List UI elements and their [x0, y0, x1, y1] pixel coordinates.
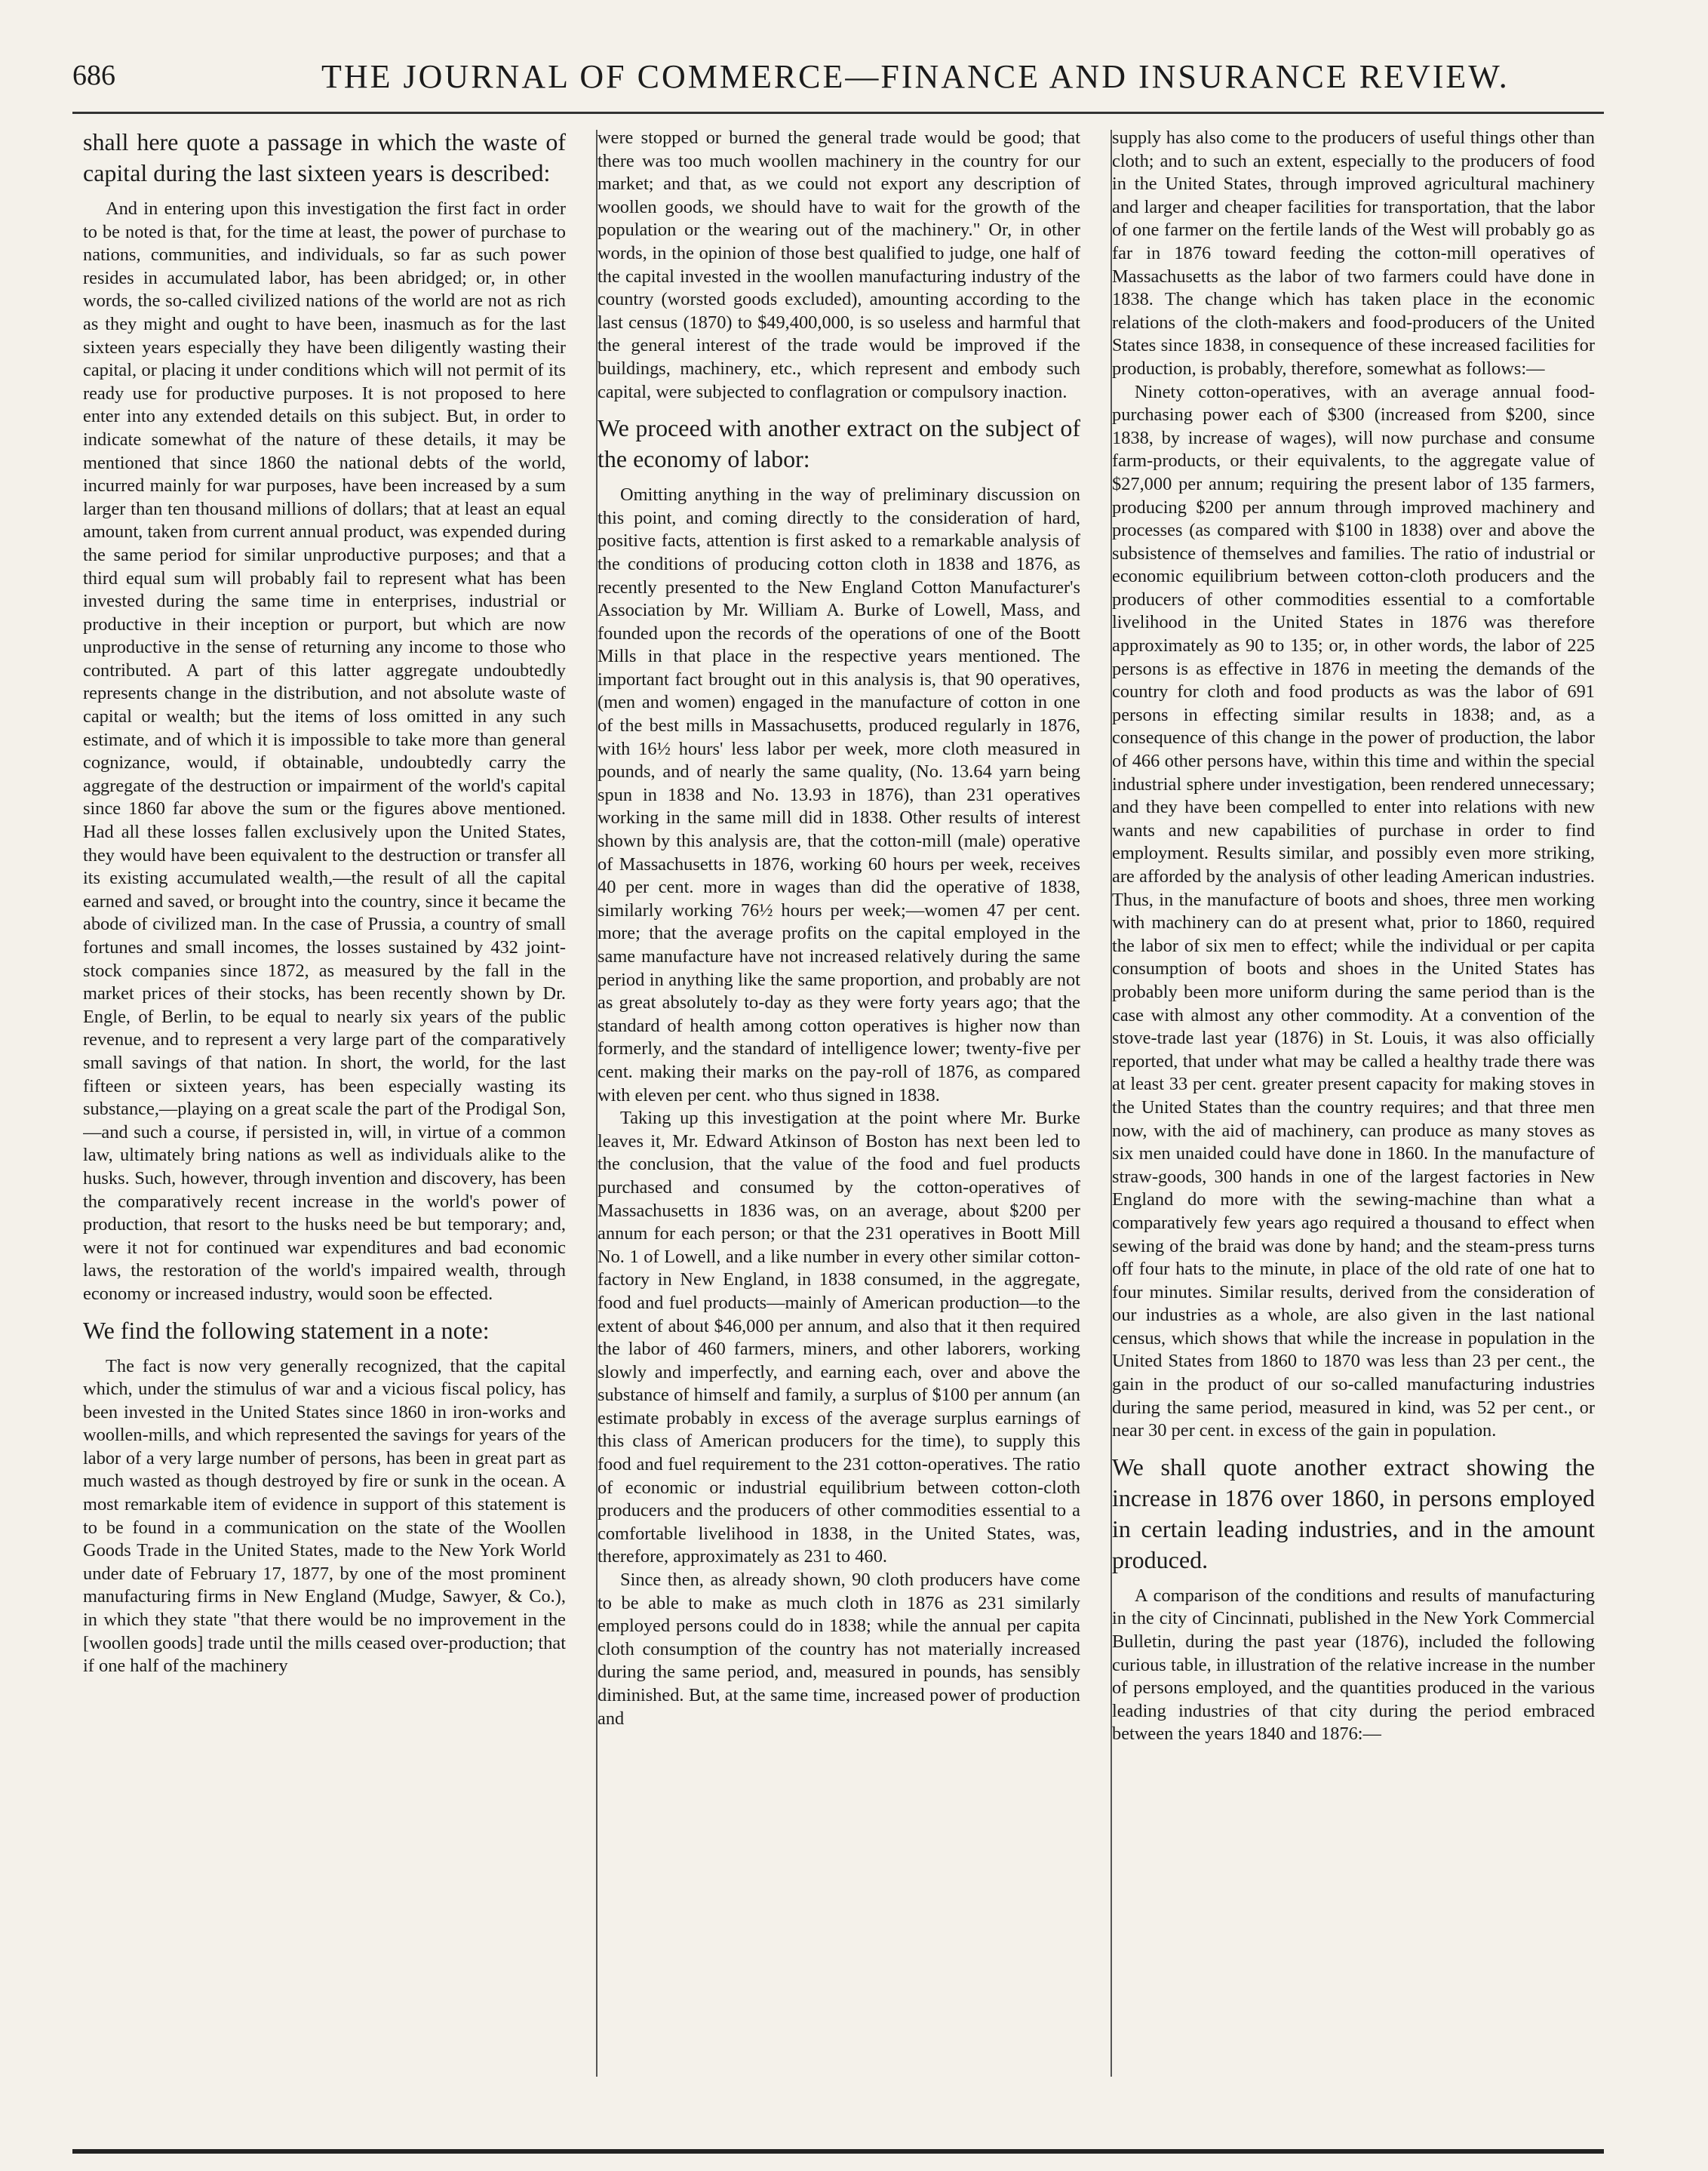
body-paragraph: Since then, as already shown, 90 cloth producers have come to be able to make as much cloth in 1876 as 231 similarly employed persons could do in 1838; while the annual per capita cloth consumption of the country has not materially increased during the same period, and, measured in pounds, has sensibly diminished. But, at the same time, increased power of production and	[597, 1570, 1080, 1729]
body-paragraph: The fact is now very generally recognized, that the capital which, under the stimulus of war and a vicious fiscal policy, has been invested in the United States since 1860 in iron-works and woollen-mills, and which represented the savings for years of the labor of a very large number of persons, has been in great part as much wasted as though destroyed by fire or sunk in the ocean. A most remarkable item of evidence in support of this statement is to be found in a communication on the state of the Woollen Goods Trade in the United States, made to the New York World under date of February 17, 1877, by one of the most prominent manufacturing firms in New England (Mudge, Sawyer, & Co.), in which they state "that there would be no improvement in the [woollen goods] trade until the mills ceased over-production; that if one half of the machinery	[83, 1355, 566, 1677]
journal-title: THE JOURNAL OF COMMERCE—FINANCE AND INSURANCE REVIEW.	[321, 58, 1510, 95]
body-paragraph: Ninety cotton-operatives, with an average annual food-purchasing power each of $300 (increased from $200, since 1838, by increase of wages), will now purchase and consume farm-products, or their equivalents, to the aggregate value of $27,000 per annum; requiring the present labor of 135 farmers, producing $200 per annum through improved machinery and processes (as compared with $100 in 1838) over and above the subsistence of themselves and families. The ratio of industrial or economic equilibrium between cotton-cloth producers and the producers of other commodities essential to a comfortable livelihood in the United States in 1876 was therefore approximately as 90 to 135; or, in other words, the labor of 225 persons is as effective in 1876 in meeting the demands of the country for cloth and food products as was the labor of 691 persons in effecting similar results in 1838; and, as a consequence of this change in the power of production, the labor of 466 other persons have, within this time and within the special industrial sphere under investigation, been rendered unnecessary; and they have been compelled to enter into relations with new wants and new capabilities of purchase in order to find employment. Results similar, and possibly even more striking, are afforded by the analysis of other leading American industries. Thus, in the manufacture of boots and shoes, three men working with machinery can do at present what, prior to 1860, required the labor of six men to effect; while the individual or per capita consumption of boots and shoes in the United States has probably been more uniform during the same period than is the case with almost any other commodity. At a convention of the stove-trade last year (1876) in St. Louis, it was also officially reported, that under what may be called a healthy trade there was at least 33 per cent. greater present capacity for making stoves in the United States than the country requires; and that three men now, with the aid of machinery, can produce as many stoves as six men unaided could have done in 1860. In the manufacture of straw-goods, 300 hands in one of the largest factories in New England do more with the sewing-machine than what a comparatively few years ago required a thousand to effect when sewing of the braid was done by hand; and the steam-press turns off four hats to the minute, in place of the old rate of one hat to four minutes. Similar results, derived from the consideration of our industries as a whole, are also given in the last national census, which shows that while the increase in population in the United States from 1860 to 1870 was less than 23 per cent., the gain in the product of our so-called manufacturing industries during the same period, measured in kind, was 52 per cent., or near 30 per cent. in excess of the gain in population.	[1112, 381, 1595, 1441]
footer-rule	[72, 2149, 1604, 2154]
lead-paragraph: shall here quote a passage in which the waste of capital during the last sixteen years is described:	[83, 128, 566, 186]
lead-paragraph: We shall quote another extract showing the increase in 1876 over 1860, in persons employed in certain leading industries, and in the amount produced.	[1112, 1453, 1595, 1573]
column-2	[597, 127, 1080, 2096]
column-3	[1112, 127, 1595, 2096]
lead-paragraph: We proceed with another extract on the subject of the economy of labor:	[597, 414, 1080, 473]
body-paragraph: supply has also come to the producers of useful things other than cloth; and to such an extent, especially to the producers of food in the United States, through improved agricultural machinery and larger and cheaper facilities for transportation, that the labor of one farmer on the fertile lands of the West will probably go as far in 1876 toward feeding the cotton-mill operatives of Massachusetts as the labor of two farmers could have done in 1838. The change which has taken place in the economic relations of the cloth-makers and food-producers of the United States since 1838, in consequence of these increased facilities for production, is probably, therefore, somewhat as follows:—	[1112, 128, 1595, 379]
body-paragraph: A comparison of the conditions and results of manufacturing in the city of Cincinnati, published in the New York Commercial Bulletin, during the past year (1876), included the following curious table, in illustration of the relative increase in the number of persons employed, and the quantities produced in the various leading industries of that city during the period embraced between the years 1840 and 1876:—	[1112, 1585, 1595, 1745]
body-paragraph: were stopped or burned the general trade would be good; that there was too much woollen machinery in the country for our market; and that, as we could not export any description of woollen goods, we should have to wait for the growth of the population or the wearing out of the machinery." Or, in other words, in the opinion of those best qualified to judge, one half of the capital invested in the woollen manufacturing industry of the country (worsted goods excluded), amounting according to the last census (1870) to $49,400,000, is so useless and harmful that the general interest of the trade would be improved if the buildings, machinery, etc., which represent and embody such capital, were subjected to conflagration or compulsory inaction.	[597, 128, 1080, 402]
page-header	[72, 53, 1596, 106]
header-rule	[72, 112, 1604, 114]
body-paragraph: Omitting anything in the way of preliminary discussion on this point, and coming directly to the consideration of hard, positive facts, attention is first asked to a remarkable analysis of the conditions of producing cotton cloth in 1838 and 1876, as recently presented to the New England Cotton Manufacturer's Association by Mr. William A. Burke of Lowell, Mass, and founded upon the records of the operations of one of the Boott Mills in that place in the respective years mentioned. The important fact brought out in this analysis is, that 90 operatives, (men and women) engaged in the manufacture of cotton in one of the best mills in Massachusetts, produced regularly in 1876, with 16½ hours' less labor per week, more cloth measured in pounds, and of nearly the same quality, (No. 13.64 yarn being spun in 1838 and No. 13.93 in 1876), than 231 operatives working in the same mill did in 1838. Other results of interest shown by this analysis are, that the cotton-mill (male) operative of Massachusetts in 1876, working 60 hours per week, receives 40 per cent. more in wages than did the operative of 1838, similarly working 76½ hours per week;—women 47 per cent. more; that the average profits on the capital employed in the same manufacture have not increased relatively during the same period in anything like the same proportion, and probably are not as great absolutely to-day as they were forty years ago; that the standard of health among cotton operatives is higher now than formerly, and the standard of intelligence lower; twenty-five per cent. making their marks on the pay-roll of 1876, as compared with eleven per cent. who thus signed in 1838.	[597, 484, 1080, 1105]
body-paragraph: And in entering upon this investigation the first fact in order to be noted is that, for the time at least, the power of purchase to nations, communities, and individuals, so far as such power resides in accumulated labor, has been abridged; or, in other words, the so-called civilized nations of the world are not as rich as they might and ought to have been, inasmuch as for the last sixteen years especially they have been diligently wasting their capital, or placing it under conditions which will not permit of its ready use for productive purposes. It is not proposed to here enter into any extended details on this subject. But, in order to indicate somewhat of the nature of these details, it may be mentioned that since 1860 the national debts of the world, incurred mainly for war purposes, have been increased by a sum larger than ten thousand millions of dollars; that at least an equal amount, taken from current annual product, was expended during the same period for similar unproductive purposes; and that a third equal sum will probably fail to represent what has been invested during the same time in enterprises, industrial or productive in their inception or purport, but which are now unproductive in the sense of returning any income to those who contributed. A part of this latter aggregate undoubtedly represents change in the distribution, and not absolute waste of capital or wealth; but the items of loss omitted in any such estimate, and of which it is impossible to take more than general cognizance, would, if obtainable, undoubtedly carry the aggregate of the destruction or impairment of the world's capital since 1860 far above the sum or the figures above mentioned. Had all these losses fallen exclusively upon the United States, they would have been equivalent to the destruction or transfer all its existing accumulated wealth,—the result of all the capital earned and saved, or brought into the country, since it became the abode of civilized man. In the case of Prussia, a country of small fortunes and small incomes, the losses sustained by 432 joint-stock companies since 1872, as measured by the fall in the market prices of their stocks, has been recently shown by Dr. Engle, of Berlin, to be equal to nearly six years of the public revenue, and to represent a very large part of the comparatively small savings of that nation. In short, the world, for the last fifteen or sixteen years, has been especially wasting its substance,—playing on a great scale the part of the Prodigal Son,—and such a course, if persisted in, will, in virtue of a common law, ultimately bring nations as well as individuals alike to the husks. Such, however, through invention and discovery, has been the comparatively recent increase in the world's power of production, that resort to the husks need be but temporary; and, were it not for continued war expenditures and bad economic laws, the restoration of the world's impaired wealth, through economy or increased industry, would soon be effected.	[83, 198, 566, 1304]
article-body	[83, 127, 1599, 2096]
column-1	[83, 127, 566, 2096]
lead-paragraph: We find the following statement in a note:	[83, 1316, 490, 1344]
page-number: 686	[72, 60, 115, 91]
body-paragraph: Taking up this investigation at the point where Mr. Burke leaves it, Mr. Edward Atkinson of Boston has next been led to the conclusion, that the value of the food and fuel products purchased and consumed by the cotton-operatives of Massachusetts in 1836 was, on an average, about $200 per annum for each person; or that the 231 operatives in Boott Mill No. 1 of Lowell, and a like number in every other similar cotton-factory in New England, in 1838 consumed, in the aggregate, food and fuel products—mainly of American production—to the extent of about $46,000 per annum, and also that it then required the labor of 460 farmers, miners, and other laborers, working slowly and imperfectly, and earning each, over and above the substance of himself and family, a surplus of $100 per annum (an estimate probably in excess of the average surplus earnings of this class of American producers for the time), to supply this food and fuel requirement to the 231 cotton-operatives. The ratio of economic or industrial equilibrium between cotton-cloth producers and the producers of other commodities essential to a comfortable livelihood in 1838, in the United States, was, therefore, approximately as 231 to 460.	[597, 1108, 1080, 1567]
